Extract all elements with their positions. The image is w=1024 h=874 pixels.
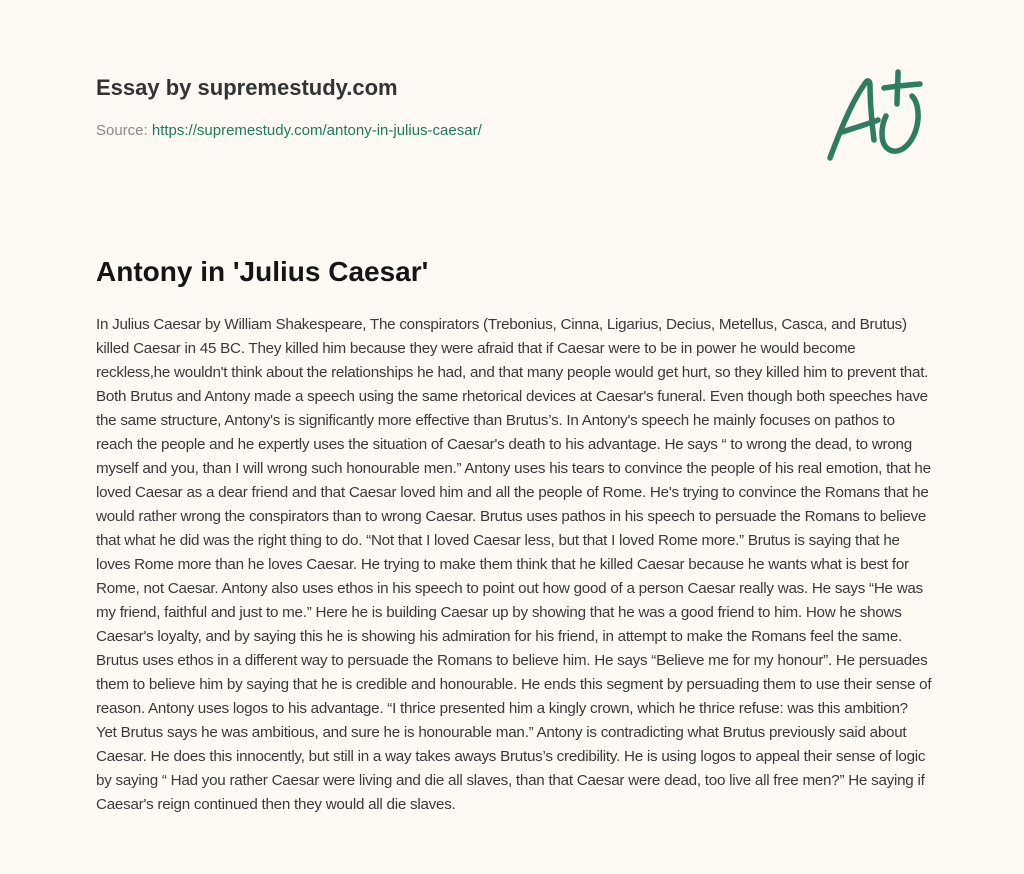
source-line: [96, 121, 482, 141]
a-plus-grade-icon: [820, 66, 930, 166]
source-label: Source:: [96, 122, 152, 139]
article-title: Antony in 'Julius Caesar': [96, 256, 429, 287]
site-title: Essay by supremestudy.com: [96, 75, 398, 100]
source-link[interactable]: https://supremestudy.com/antony-in-julius-caesar/: [151, 122, 482, 139]
page-header: [96, 74, 926, 139]
article-body: In Julius Caesar by William Shakespeare, The conspirators (Trebonius, Cinna, Ligarius, Decius, Metellus, Casca, and Brutus) killed Caesar in 45 BC. They killed him because they were afraid that if Caesar were to be in power he would become reckless,he wouldn't think about the relationships he had, and that many people would get hurt, so they killed him to prevent that. Both Brutus and Antony made a speech using the same rhetorical devices at Caesar's funeral. Even though both speeches have the same structure, Antony's is significantly more effective than Brutus’s. In Antony's speech he mainly focuses on pathos to reach the people and he expertly uses the situation of Caesar's death to his advantage. He says “ to wrong the dead, to wrong myself and you, than I will wrong such honourable men.” Antony uses his tears to convince the people of his real emotion, that he loved Caesar as a dear friend and that Caesar loved him and all the people of Rome. He's trying to convince the Romans that he would rather wrong the conspirators than to wrong Caesar. Brutus uses pathos in his speech to persuade the Romans to believe that what he did was the right thing to do. “Not that I loved Caesar less, but that I loved Rome more.” Brutus is saying that he loves Rome more than he loves Caesar. He trying to make them think that he killed Caesar because he wants what is best for Rome, not Caesar. Antony also uses ethos in his speech to point out how good of a person Caesar really was. He says “He was my friend, faithful and just to me.” Here he is building Caesar up by showing that he was a good friend to him. How he shows Caesar's loyalty, and by saying this he is showing his admiration for his friend, in attempt to make the Romans feel the same. Brutus uses ethos in a different way to persuade the Romans to believe him. He says “Believe me for my honour”. He persuades them to believe him by saying that he is credible and honourable. He ends this segment by persuading them to use their sense of reason. Antony uses logos to his advantage. “I thrice presented him a kingly crown, which he thrice refuse: was this ambition? Yet Brutus says he was ambitious, and sure he is honourable man.” Antony is contradicting what Brutus previously said about Caesar. He does this innocently, but still in a way takes aways Brutus’s credibility. He is using logos to appeal their sense of logic by saying “ Had you rather Caesar were living and die all slaves, than that Caesar were dead, too live all free men?” He saying if Caesar's reign continued then they would all die slaves.: [96, 316, 932, 813]
